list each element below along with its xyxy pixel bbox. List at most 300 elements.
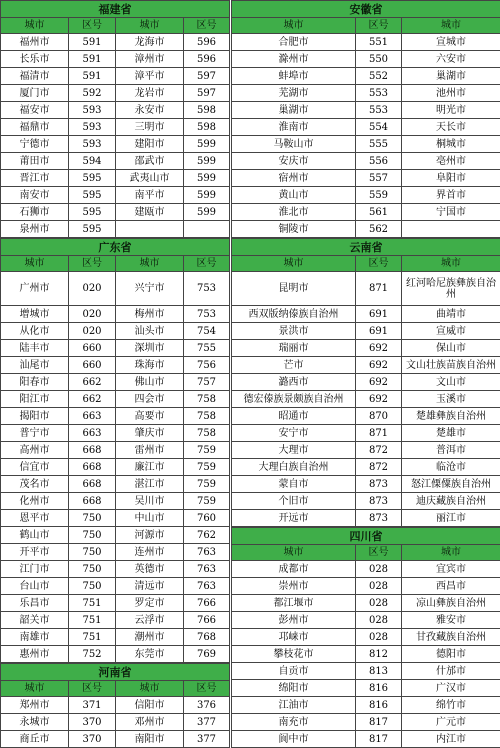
area-code-cell: 663 [69, 425, 116, 442]
column-header: 区号 [69, 256, 116, 272]
city-cell: 高要市 [116, 408, 184, 425]
table-row [1, 204, 230, 221]
area-code-cell: 871 [356, 272, 402, 306]
city-cell: 从化市 [1, 323, 69, 340]
province-title: 广东省 [1, 239, 230, 256]
guangdong-table [0, 238, 230, 663]
city-cell: 巢湖市 [232, 102, 356, 119]
city-cell [402, 221, 500, 238]
area-code-cell: 766 [184, 595, 230, 612]
city-cell: 廉江市 [116, 459, 184, 476]
area-code-cell: 551 [356, 34, 402, 51]
table-row [232, 204, 500, 221]
area-code-cell: 758 [184, 425, 230, 442]
column-header: 城市 [402, 545, 500, 561]
city-cell: 普洱市 [402, 442, 500, 459]
city-cell: 建瓯市 [116, 204, 184, 221]
column-header: 城市 [232, 256, 356, 272]
area-code-cell: 020 [69, 306, 116, 323]
area-code-cell: 668 [69, 442, 116, 459]
city-cell: 绵竹市 [402, 697, 500, 714]
area-code-cell: 751 [69, 595, 116, 612]
table-row [232, 136, 500, 153]
city-cell: 罗定市 [116, 595, 184, 612]
city-cell: 石狮市 [1, 204, 69, 221]
city-cell: 珠海市 [116, 357, 184, 374]
city-cell: 文山市 [402, 374, 500, 391]
province-title: 福建省 [1, 1, 230, 18]
table-row [1, 629, 230, 646]
area-code-cell: 758 [184, 391, 230, 408]
column-header: 区号 [356, 256, 402, 272]
table-row [1, 119, 230, 136]
city-cell: 宣威市 [402, 323, 500, 340]
table-row [232, 697, 500, 714]
yunnan-table [231, 238, 500, 527]
table-row [1, 85, 230, 102]
city-cell: 成都市 [232, 561, 356, 578]
area-code-cell: 751 [69, 629, 116, 646]
city-cell: 攀枝花市 [232, 646, 356, 663]
table-row [232, 119, 500, 136]
table-row [232, 340, 500, 357]
table-row [1, 374, 230, 391]
area-code-cell: 554 [356, 119, 402, 136]
city-cell: 绵阳市 [232, 680, 356, 697]
area-code-cell: 593 [69, 119, 116, 136]
table-row [1, 136, 230, 153]
area-code-cell: 028 [356, 561, 402, 578]
city-cell: 南平市 [116, 187, 184, 204]
city-cell: 云浮市 [116, 612, 184, 629]
province-title: 河南省 [1, 664, 230, 681]
table-row [232, 391, 500, 408]
area-code-cell: 555 [356, 136, 402, 153]
city-cell: 宜宾市 [402, 561, 500, 578]
city-cell: 福清市 [1, 68, 69, 85]
city-cell: 德阳市 [402, 646, 500, 663]
table-row [232, 578, 500, 595]
column-header: 城市 [402, 256, 500, 272]
area-code-cell: 663 [69, 408, 116, 425]
table-row [1, 544, 230, 561]
table-row [232, 731, 500, 748]
sichuan-table [231, 527, 500, 748]
table-row [232, 629, 500, 646]
city-cell: 景洪市 [232, 323, 356, 340]
area-code-cell: 873 [356, 510, 402, 527]
city-cell: 江油市 [232, 697, 356, 714]
city-cell: 陆丰市 [1, 340, 69, 357]
area-code-cell: 020 [69, 323, 116, 340]
area-code-cell: 595 [69, 204, 116, 221]
table-row [1, 493, 230, 510]
city-cell: 广汉市 [402, 680, 500, 697]
area-code-cell: 873 [356, 476, 402, 493]
area-code-cell: 370 [69, 731, 116, 748]
city-cell: 马鞍山市 [232, 136, 356, 153]
column-header: 区号 [69, 18, 116, 34]
city-cell: 宁德市 [1, 136, 69, 153]
city-cell: 四会市 [116, 391, 184, 408]
city-cell: 界首市 [402, 187, 500, 204]
area-code-cell: 028 [356, 595, 402, 612]
table-row [232, 357, 500, 374]
area-code-cell: 750 [69, 561, 116, 578]
area-code-cell: 751 [69, 612, 116, 629]
city-cell: 崇州市 [232, 578, 356, 595]
yunnan-province-title [232, 239, 500, 256]
area-code-cell: 872 [356, 459, 402, 476]
area-code-cell: 759 [184, 442, 230, 459]
table-row [232, 85, 500, 102]
city-cell: 连州市 [116, 544, 184, 561]
table-row [232, 663, 500, 680]
area-code-cell: 592 [69, 85, 116, 102]
area-code-cell: 594 [69, 153, 116, 170]
city-cell: 信宜市 [1, 459, 69, 476]
table-row [1, 153, 230, 170]
table-row [1, 561, 230, 578]
area-code-cell: 559 [356, 187, 402, 204]
area-code-cell: 599 [184, 153, 230, 170]
city-cell: 广州市 [1, 272, 69, 306]
table-row [1, 697, 230, 714]
city-cell: 普宁市 [1, 425, 69, 442]
city-cell: 池州市 [402, 85, 500, 102]
city-cell: 合肥市 [232, 34, 356, 51]
city-cell: 肇庆市 [116, 425, 184, 442]
area-code-cell: 755 [184, 340, 230, 357]
area-code-cell [184, 221, 230, 238]
area-code-cell: 691 [356, 306, 402, 323]
table-row [232, 323, 500, 340]
city-cell: 武夷山市 [116, 170, 184, 187]
city-cell: 瑞丽市 [232, 340, 356, 357]
city-cell: 龙海市 [116, 34, 184, 51]
table-row [1, 476, 230, 493]
table-row [232, 408, 500, 425]
area-code-cell: 377 [184, 731, 230, 748]
table-row [1, 34, 230, 51]
city-cell: 开平市 [1, 544, 69, 561]
city-cell: 英德市 [116, 561, 184, 578]
city-cell: 六安市 [402, 51, 500, 68]
area-code-cell: 595 [69, 170, 116, 187]
table-row [232, 510, 500, 527]
area-code-cell: 662 [69, 374, 116, 391]
province-title: 安徽省 [232, 1, 500, 18]
city-cell: 西双版纳傣族自治州 [232, 306, 356, 323]
city-cell: 都江堰市 [232, 595, 356, 612]
city-cell: 亳州市 [402, 153, 500, 170]
anhui-table [231, 0, 500, 238]
city-cell: 阳春市 [1, 374, 69, 391]
area-code-cell: 597 [184, 68, 230, 85]
table-row [1, 510, 230, 527]
area-code-cell: 593 [69, 136, 116, 153]
city-cell: 雅安市 [402, 612, 500, 629]
city-cell: 南阳市 [116, 731, 184, 748]
city-cell: 台山市 [1, 578, 69, 595]
table-row [232, 646, 500, 663]
area-code-cell: 598 [184, 102, 230, 119]
area-code-cell: 662 [69, 391, 116, 408]
area-code-cell: 763 [184, 561, 230, 578]
henan-table [0, 663, 230, 748]
city-cell: 红河哈尼族彝族自治州 [402, 272, 500, 306]
column-header: 区号 [356, 545, 402, 561]
city-cell: 临沧市 [402, 459, 500, 476]
area-code-cell: 028 [356, 612, 402, 629]
city-cell: 宿州市 [232, 170, 356, 187]
area-code-cell: 759 [184, 459, 230, 476]
city-cell: 自贡市 [232, 663, 356, 680]
city-cell: 保山市 [402, 340, 500, 357]
area-code-cell: 757 [184, 374, 230, 391]
table-row [232, 153, 500, 170]
city-cell: 西昌市 [402, 578, 500, 595]
fujian-header-row [1, 18, 230, 34]
city-cell: 彭州市 [232, 612, 356, 629]
city-cell: 晋江市 [1, 170, 69, 187]
column-header: 城市 [1, 256, 69, 272]
sichuan-header-row [232, 545, 500, 561]
city-cell: 巢湖市 [402, 68, 500, 85]
area-code-cell: 750 [69, 510, 116, 527]
city-cell: 中山市 [116, 510, 184, 527]
city-cell: 南雄市 [1, 629, 69, 646]
column-header: 区号 [184, 256, 230, 272]
table-row [1, 323, 230, 340]
city-cell: 大理市 [232, 442, 356, 459]
area-code-cell: 596 [184, 51, 230, 68]
table-row [1, 646, 230, 663]
city-cell: 安庆市 [232, 153, 356, 170]
area-code-cell: 376 [184, 697, 230, 714]
area-code-cell: 598 [184, 119, 230, 136]
city-cell: 雷州市 [116, 442, 184, 459]
city-cell: 楚雄彝族自治州 [402, 408, 500, 425]
table-row [1, 68, 230, 85]
right-column [231, 0, 500, 748]
area-code-cell: 873 [356, 493, 402, 510]
city-cell: 大理白族自治州 [232, 459, 356, 476]
column-header: 区号 [356, 18, 402, 34]
city-cell: 韶关市 [1, 612, 69, 629]
city-cell: 潮州市 [116, 629, 184, 646]
table-row [232, 221, 500, 238]
city-cell: 蒙自市 [232, 476, 356, 493]
guangdong-header-row [1, 256, 230, 272]
table-row [232, 51, 500, 68]
city-cell: 丽江市 [402, 510, 500, 527]
city-cell: 永城市 [1, 714, 69, 731]
table-row [1, 391, 230, 408]
left-column [0, 0, 229, 748]
city-cell: 莆田市 [1, 153, 69, 170]
table-row [232, 170, 500, 187]
area-code-cell: 763 [184, 544, 230, 561]
city-cell: 芜湖市 [232, 85, 356, 102]
area-code-cell: 817 [356, 714, 402, 731]
area-code-cell: 591 [69, 68, 116, 85]
table-row [1, 459, 230, 476]
area-code-cell: 561 [356, 204, 402, 221]
city-cell: 明光市 [402, 102, 500, 119]
city-cell: 惠州市 [1, 646, 69, 663]
yunnan-header-row [232, 256, 500, 272]
city-cell: 清远市 [116, 578, 184, 595]
city-cell: 建阳市 [116, 136, 184, 153]
area-code-cell: 759 [184, 493, 230, 510]
area-code-cell: 552 [356, 68, 402, 85]
city-cell: 揭阳市 [1, 408, 69, 425]
city-cell: 昆明市 [232, 272, 356, 306]
city-cell: 汕尾市 [1, 357, 69, 374]
table-row [1, 102, 230, 119]
city-cell: 漳平市 [116, 68, 184, 85]
area-code-cell: 028 [356, 578, 402, 595]
area-code-cell: 557 [356, 170, 402, 187]
area-code-cell: 599 [184, 204, 230, 221]
column-header: 城市 [1, 18, 69, 34]
city-cell: 宣城市 [402, 34, 500, 51]
sichuan-province-title [232, 528, 500, 545]
table-row [1, 578, 230, 595]
area-code-cell: 028 [356, 629, 402, 646]
area-code-cell: 769 [184, 646, 230, 663]
city-cell: 河源市 [116, 527, 184, 544]
city-cell: 内江市 [402, 731, 500, 748]
area-code-cell: 872 [356, 442, 402, 459]
area-code-cell: 591 [69, 51, 116, 68]
table-row [232, 493, 500, 510]
area-code-cell: 812 [356, 646, 402, 663]
area-code-cell: 377 [184, 714, 230, 731]
city-cell: 茂名市 [1, 476, 69, 493]
area-code-cell: 754 [184, 323, 230, 340]
area-code-cell: 756 [184, 357, 230, 374]
anhui-province-title [232, 1, 500, 18]
table-row [232, 561, 500, 578]
city-cell: 阆中市 [232, 731, 356, 748]
city-cell: 迪庆藏族自治州 [402, 493, 500, 510]
city-cell: 个旧市 [232, 493, 356, 510]
column-header: 城市 [232, 18, 356, 34]
city-cell: 漳州市 [116, 51, 184, 68]
city-cell: 江门市 [1, 561, 69, 578]
table-row [232, 476, 500, 493]
city-cell: 曲靖市 [402, 306, 500, 323]
area-code-cell: 593 [69, 102, 116, 119]
henan-province-title [1, 664, 230, 681]
table-row [232, 425, 500, 442]
province-title: 四川省 [232, 528, 500, 545]
area-code-cell: 759 [184, 476, 230, 493]
table-row [1, 714, 230, 731]
area-code-cell: 758 [184, 408, 230, 425]
area-code-cell: 660 [69, 357, 116, 374]
table-row [1, 51, 230, 68]
city-cell: 汕头市 [116, 323, 184, 340]
column-header: 城市 [1, 681, 69, 697]
area-code-cell: 813 [356, 663, 402, 680]
table-row [1, 306, 230, 323]
city-cell: 昭通市 [232, 408, 356, 425]
table-row [232, 595, 500, 612]
area-code-cell: 556 [356, 153, 402, 170]
area-code-cell: 760 [184, 510, 230, 527]
city-cell: 高州市 [1, 442, 69, 459]
area-code-cell: 595 [69, 221, 116, 238]
city-cell: 宁国市 [402, 204, 500, 221]
area-code-cell: 595 [69, 187, 116, 204]
table-row [232, 187, 500, 204]
city-cell: 湛江市 [116, 476, 184, 493]
table-row [232, 306, 500, 323]
area-code-cell: 550 [356, 51, 402, 68]
area-code-cell: 870 [356, 408, 402, 425]
city-cell: 鹤山市 [1, 527, 69, 544]
city-cell: 兴宁市 [116, 272, 184, 306]
city-cell: 佛山市 [116, 374, 184, 391]
area-code-cell: 020 [69, 272, 116, 306]
city-cell: 蚌埠市 [232, 68, 356, 85]
table-row [232, 714, 500, 731]
city-cell: 信阳市 [116, 697, 184, 714]
table-row [1, 340, 230, 357]
city-cell: 南充市 [232, 714, 356, 731]
table-row [1, 408, 230, 425]
table-row [232, 374, 500, 391]
city-cell: 文山壮族苗族自治州 [402, 357, 500, 374]
area-code-cell: 599 [184, 187, 230, 204]
city-cell: 福鼎市 [1, 119, 69, 136]
city-cell: 永安市 [116, 102, 184, 119]
city-cell: 淮北市 [232, 204, 356, 221]
column-header: 城市 [116, 18, 184, 34]
city-cell: 厦门市 [1, 85, 69, 102]
city-cell: 铜陵市 [232, 221, 356, 238]
table-row [1, 221, 230, 238]
anhui-header-row [232, 18, 500, 34]
city-cell: 梅州市 [116, 306, 184, 323]
table-row [1, 272, 230, 306]
table-row [232, 68, 500, 85]
city-cell: 龙岩市 [116, 85, 184, 102]
column-header: 区号 [184, 681, 230, 697]
city-cell: 邛崃市 [232, 629, 356, 646]
area-code-cell: 668 [69, 493, 116, 510]
table-row [1, 527, 230, 544]
city-cell: 桐城市 [402, 136, 500, 153]
city-cell: 黄山市 [232, 187, 356, 204]
city-cell: 滁州市 [232, 51, 356, 68]
area-code-cell: 753 [184, 272, 230, 306]
table-row [1, 442, 230, 459]
column-header: 城市 [116, 256, 184, 272]
table-row [1, 425, 230, 442]
area-code-cell: 762 [184, 527, 230, 544]
area-code-cell: 599 [184, 136, 230, 153]
area-code-cell: 871 [356, 425, 402, 442]
area-code-cell: 750 [69, 544, 116, 561]
province-title: 云南省 [232, 239, 500, 256]
city-cell: 阜阳市 [402, 170, 500, 187]
area-code-cell: 597 [184, 85, 230, 102]
column-header: 城市 [232, 545, 356, 561]
